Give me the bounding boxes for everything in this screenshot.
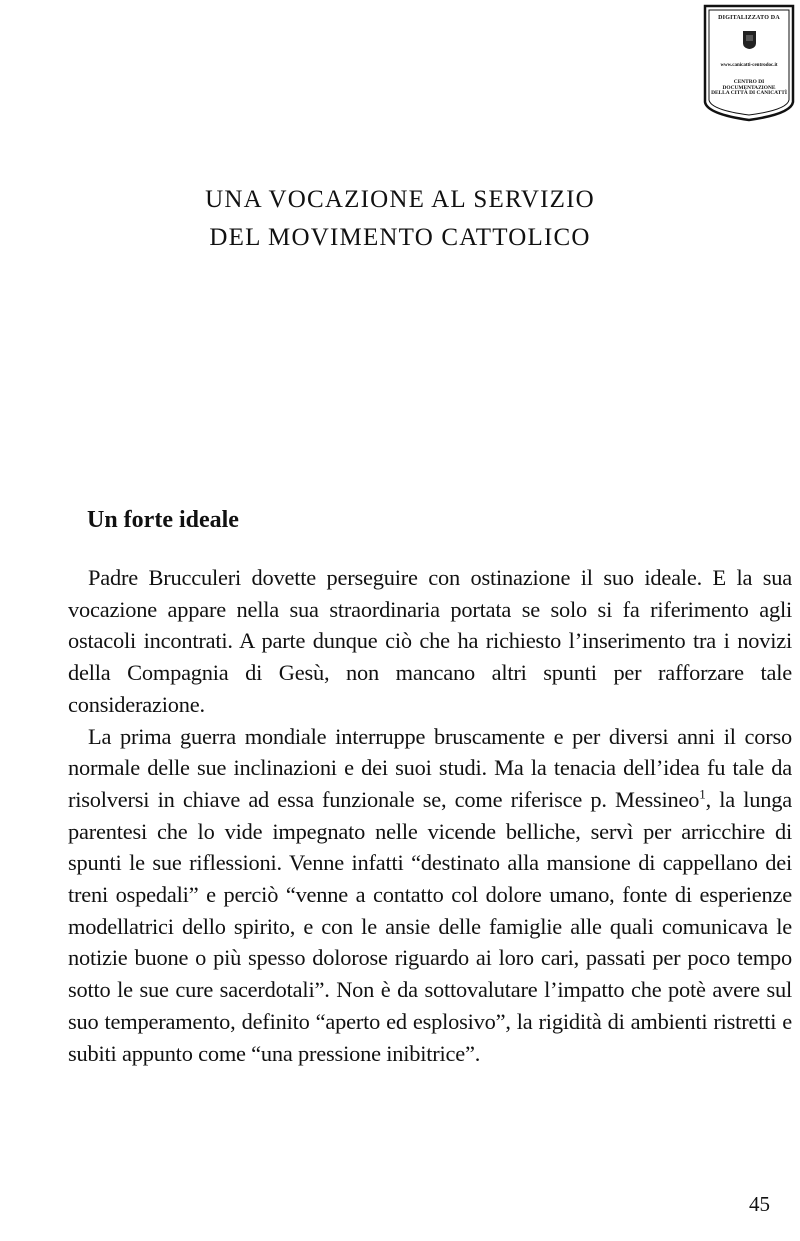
- stamp-title: DIGITALIZZATO DA: [718, 15, 780, 21]
- body-text: [68, 562, 792, 1069]
- digitization-stamp: [703, 4, 795, 122]
- stamp-line-2: DELLA CITTÀ DI CANICATTÌ: [711, 90, 787, 96]
- paragraph-1: Padre Brucculeri dovette perseguire con ostinazione il suo ideale. E la sua vocazione appare nella sua straordinaria portata se solo si fa riferimento agli ostacoli incontrati. A parte dunque ciò che ha richiesto l’inserimento tra i novizi della Compagnia di Gesù, non mancano altri spunti per rafforzare tale considerazione.: [68, 565, 792, 717]
- chapter-title-line-2: DEL MOVIMENTO CATTOLICO: [209, 224, 591, 251]
- page-number: 45: [749, 1192, 770, 1216]
- crest-icon: [742, 30, 757, 50]
- paragraph-2: [68, 721, 792, 1070]
- stamp-url: www.canicatti-centrodoc.it: [720, 63, 778, 68]
- chapter-title-line-1: UNA VOCAZIONE AL SERVIZIO: [205, 186, 595, 213]
- footnote-ref: 1: [699, 786, 706, 802]
- paragraph-2-part-a: La prima guerra mondiale interruppe bruscamente e per diversi anni il corso normale delle sue inclinazioni e dei suoi studi. Ma la tenacia dell’idea fu tale da risolversi in chiave ad essa funzionale se, come riferisce p. Messineo: [68, 723, 792, 812]
- paragraph-2-part-b: , la lunga parentesi che lo vide impegnato nelle vicende belliche, servì per arricchire di spunti le sue riflessioni. Venne infatti “destinato alla mansione di cappellano dei treni ospedali” e perciò “venne a contatto col dolore umano, fonte di esperienze modellatrici dello spirito, e con le ansie delle famiglie alle quali comunicava le notizie buone o più spesso dolorose riguardo ai loro cari, passati per poco tempo sotto le sue cure sacerdotali”. Non è da sottovalutare l’impatto che potè avere sul suo temperamento, definito “aperto ed esplosivo”, la rigidità di ambienti ristretti e subiti appunto come “una pressione inibitrice”.: [68, 786, 792, 1066]
- stamp-line-1: CENTRO DI DOCUMENTAZIONE: [722, 79, 776, 91]
- section-heading: Un forte ideale: [87, 507, 239, 533]
